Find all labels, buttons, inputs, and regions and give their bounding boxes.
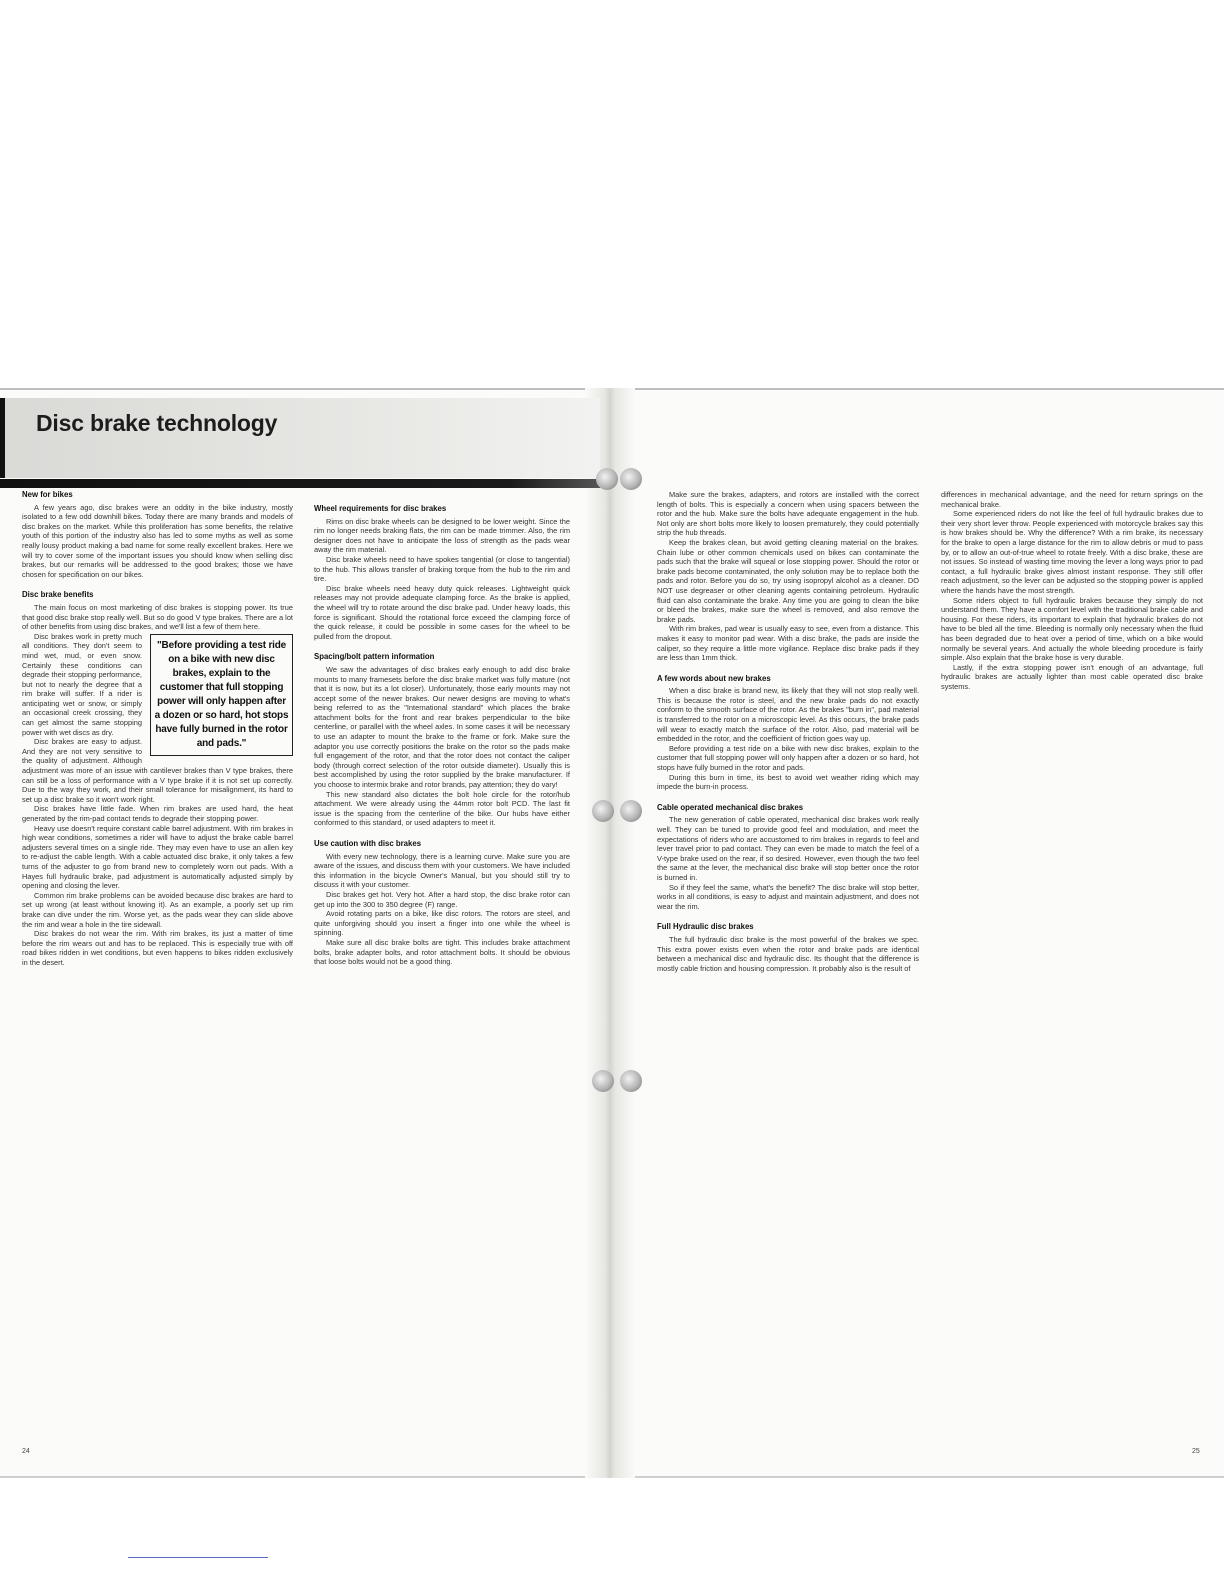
heading-use-caution: Use caution with disc brakes xyxy=(314,839,422,848)
paragraph: Disc brakes get hot. Very hot. After a hard stop, the disc brake rotor can get up into the 300 to 350 degree (F) range. xyxy=(314,889,570,909)
column-4 xyxy=(941,490,1203,691)
binder-ring-icon xyxy=(620,1070,642,1092)
heading-wheel-requirements: Wheel requirements for disc brakes xyxy=(314,504,447,513)
heading-cable-operated: Cable operated mechanical disc brakes xyxy=(657,802,804,812)
heading-spacing-bolt-pattern: Spacing/bolt pattern information xyxy=(314,652,435,662)
binder-ring-icon xyxy=(596,468,618,490)
paragraph: Some experienced riders do not like the feel of full hydraulic brakes due to their very short lever throw. People experienced with motorcycle brakes say this is how brakes should be. Why the difference? With a rim brake, its necessary for the brake to open a large distance for the rim to allow debris or mud to pass by, or to allow an out-of-true wheel to rotate freely. With a disc brake, these are not issues. So instead of wasting time moving the lever a long ways prior to pad contact, a full hydraulic brake gives almost instant response. They still offer reach adjustment, so the lever can be adjusted so the stopping power is applied where the hands have the most strength. xyxy=(941,509,1203,595)
paragraph: differences in mechanical advantage, and the need for return springs on the mechanical brake. xyxy=(941,490,1203,509)
paragraph: When a disc brake is brand new, its likely that they will not stop really well. This is because the rotor is steel, and the new brake pads do not exactly conform to the smooth surface of the rotor. As the brakes "burn in", pad material is transferred to the rotor on a microscopic level. As this occurs, the brake pads will wear to exactly match the surface of the rotor. Also, pad material will be embedded in the rotor, and the coefficient of friction goes way up. xyxy=(657,686,919,744)
paragraph: Disc brake wheels need to have spokes tangential (or close to tangential) to the hub. This allows transfer of braking torque from the hub to the rim and tire. xyxy=(314,554,570,584)
binder-ring-icon xyxy=(592,1070,614,1092)
paragraph: With rim brakes, pad wear is usually easy to see, even from a distance. This makes it easy to monitor pad wear. With a disc brake, the pads are inside the caliper, so they require a little more vigilance. Replace disc brake pads if they are less than 1mm thick. xyxy=(657,624,919,663)
footer-link-line xyxy=(128,1557,268,1558)
column-2 xyxy=(314,504,570,967)
paragraph: Disc brakes work in pretty much all conditions. They don't seem to mind wet, mud, or even snow. Certainly these conditions can degrade their stopping performance, but not to nearly the degree that a rim brake will suffer. If a rider is anticipating wet or snow, or simply an occasional creek crossing, they can get almost the same stopping power with wet discs as dry. xyxy=(22,631,142,737)
paragraph: So if they feel the same, what's the benefit? The disc brake will stop better, works in all conditions, is easy to adjust and maintain adjustment, and does not wear the rim. xyxy=(657,882,919,911)
paragraph: Keep the brakes clean, but avoid getting cleaning material on the brakes. Chain lube or other common chemicals used on bikes can contaminate the pads such that the brake will squeal or lose stopping power. Should the rotor or brake pads become contaminated, the only solution may be to replace both the pads and rotor. Before you do so, try using isopropyl alcohol as a cleaner. DO NOT use degreaser or other cleaning agents containing petroleum. Hydraulic fluid can also contaminate the brake. Any time you are going to clean the bike or bleed the brakes, make sure the wheel is removed, and also remove the brake pads. xyxy=(657,537,919,624)
paragraph: This new standard also dictates the bolt hole circle for the rotor/hub attachment. We were already using the 44mm rotor bolt PCD. The last fit issue is the spacing from the centerline of the bike. Our hubs have either conformed to this standard, or used adapters to meet it. xyxy=(314,789,570,828)
binder-ring-icon xyxy=(592,800,614,822)
heading-disc-brake-benefits: Disc brake benefits xyxy=(22,590,94,600)
heading-full-hydraulic: Full Hydraulic disc brakes xyxy=(657,922,754,932)
paragraph: We saw the advantages of disc brakes early enough to add disc brake mounts to many framesets before the disc brake market was fully mature (not that it is now, but its a lot closer). Unfortunately, those early mounts may not accept some of the newer brakes. Our newer designs are moving to what's being referred to as the "International standard" which places the brake attachment bolts for the front and rear brakes perpendicular to the bike centerline, or parallel with the wheel axles. In some cases it will be necessary to use an adapter to mount the brake to the frame or fork. Make sure the adaptor you use correctly positions the brake on the rotor so the pads make full engagement of the rotor, and that the rotor does not contact the caliper body (through correct selection of the rotor outside diameter). Usually this is best accomplished by using the rotor supplied by the brake manufacturer. If you choose to intermix brake and rotor brands, pay attention; they do vary! xyxy=(314,664,570,790)
heading-new-brakes: A few words about new brakes xyxy=(657,673,771,683)
page-title: Disc brake technology xyxy=(36,410,278,436)
paragraph: A few years ago, disc brakes were an oddity in the bike industry, mostly isolated to a few odd downhill bikes. Today there are many brands and models of disc brakes on the market. While this proliferation has some benefits, the relative youth of this portion of the industry also has led to some myths as well as some really lousy product making a bad name for some really excellent brakes. Here we will try to cover some of the important issues you should know when selling disc brakes, but our remarks will be addressed to the good brakes; those we have chosen for specification on our bikes. xyxy=(22,502,293,579)
paragraph: Rims on disc brake wheels can be designed to be lower weight. Since the rim no longer needs braking flats, the rim can be made trimmer. Also, the rim designer does not have to anticipate the loss of strength as the pads wear away the rim material. xyxy=(314,516,570,555)
paragraph: Lastly, if the extra stopping power isn't enough of an advantage, full hydraulic brakes are actually lighter than most cable operated disc brake systems. xyxy=(941,662,1203,691)
column-3 xyxy=(657,490,919,973)
paragraph: Make sure the brakes, adapters, and rotors are installed with the correct length of bolts. This is especially a concern when using spacers between the rotor and the hub. Make sure the bolts have adequate engagement in the hub. Not only are short bolts more likely to loosen prematurely, they could potentially strip the hub threads. xyxy=(657,490,919,538)
pull-quote: "Before providing a test ride on a bike with new disc brakes, explain to the customer that full stopping power will only happen after a dozen or so hard, hot stops have fully burned in the rotor and pads." xyxy=(150,634,293,756)
paragraph: The main focus on most marketing of disc brakes is stopping power. Its true that good disc brake stop really well. But so do good V type brakes. There are a lot of other benefits from using disc brakes, and we'll list a few of them here. xyxy=(22,602,293,632)
heading-new-for-bikes: New for bikes xyxy=(22,490,73,499)
paragraph: Disc brakes have little fade. When rim brakes are used hard, the heat generated by the rim-pad contact tends to degrade their stopping power. xyxy=(22,804,293,823)
paragraph: Avoid rotating parts on a bike, like disc rotors. The rotors are steel, and quite unforgiving should you insert a finger into one while the wheel is spinning. xyxy=(314,909,570,938)
paragraph: Common rim brake problems can be avoided because disc brakes are hard to set up wrong (at least without knowing it). As an example, a poorly set up rim brake can dive under the rim. Worse yet, as the pads wear they can slide above the rim and wear a hole in the tire sidewall. xyxy=(22,890,293,929)
paragraph: Heavy use doesn't require constant cable barrel adjustment. With rim brakes in high wear conditions, sometimes a rider will have to adjust the brake cable barrel adjusters several times on a single ride. They may even have to use an allen key to re-adjust the cable length. With a cable actuated disc brake, it only takes a few turns of the adjuster to go from brand new to completely worn out pads. With a Hayes full hydraulic brake, pad adjustment is automatically adjusted simply by opening and closing the lever. xyxy=(22,823,293,891)
column-1 xyxy=(22,490,293,968)
binder-ring-icon xyxy=(620,800,642,822)
book-spine-shadow xyxy=(585,388,635,1478)
page-number-left: 24 xyxy=(22,1448,30,1455)
paragraph: Disc brakes do not wear the rim. With rim brakes, its just a matter of time before the rim wears out and has to be replaced. This is especially true with off road bikes ridden in wet conditions, but even happens to bikes ridden exclusively in the desert. xyxy=(22,929,293,967)
paragraph: Before providing a test ride on a bike with new disc brakes, explain to the customer that full stopping power will only happen after a dozen or so hard, hot stops have fully burned in the rotor and pads. xyxy=(657,743,919,773)
title-underline-bar xyxy=(0,479,600,488)
binder-ring-icon xyxy=(620,468,642,490)
paragraph: The new generation of cable operated, mechanical disc brakes work really well. They can be tuned to provide good feel and modulation, and meet the expectations of riders who are accustomed to rim brakes in regards to feel and lever travel prior to pad contact. They can even be made to match the feel of a V-type brake used on the rear, if so desired. However, even though the two feel the same at the lever, the mechanical disc brake will stop better once the rotor is burned in. xyxy=(657,815,919,882)
paragraph: The full hydraulic disc brake is the most powerful of the brakes we spec. This extra power exists even when the rotor and brake pads are identical between a mechanical disc and hydraulic disc. Its thought that the difference is mostly cable friction and housing compression. It probably also is the result of xyxy=(657,934,919,973)
edge-marks xyxy=(0,398,5,478)
paragraph: Disc brakes are easy to adjust. And they are not very sensitive to the quality of adjustment. Although adjustment was more of an issue with cantilever brakes than V type brakes, there can still be a loss of performance with a V type brake if it is not set up correctly. Due to the way they work, and their small tolerance for misalignment, its hard to set up a disc brake so it won't work right. xyxy=(22,737,293,804)
paragraph: With every new technology, there is a learning curve. Make sure you are aware of the issues, and discuss them with your customers. We have included this information in the bicycle Owner's Manual, but you should still try to discuss it with your customer. xyxy=(314,851,570,890)
paragraph: Make sure all disc brake bolts are tight. This includes brake attachment bolts, brake adapter bolts, and rotor attachment bolts. It should be obvious that loose bolts would not be a good thing. xyxy=(314,937,570,967)
page-number-right: 25 xyxy=(1192,1448,1200,1455)
paragraph: Some riders object to full hydraulic brakes because they simply do not understand them. They have a comfort level with the traditional brake cable and housing. For these riders, its important to explain that hydraulic brakes do not have to be bled all the time. Bleeding is normally only necessary when the fluid has been degraded due to heat over a period of time, which on a bike would normally be several years. And actually the whole bleeding procedure is fairly simple. Also explain that the brake hose is very durable. xyxy=(941,595,1203,663)
paragraph: Disc brake wheels need heavy duty quick releases. Lightweight quick releases may not provide adequate clamping force. As the brake is applied, the wheel will try to rotate around the disc brake pad. Under heavy loads, this force is significant. Should the rotational force exceed the clamping force of the quick release, it could be possible in some cases for the wheel to be pulled from the dropout. xyxy=(314,583,570,641)
paragraph: During this burn in time, its best to avoid wet weather riding which may impede the burn-in process. xyxy=(657,772,919,792)
